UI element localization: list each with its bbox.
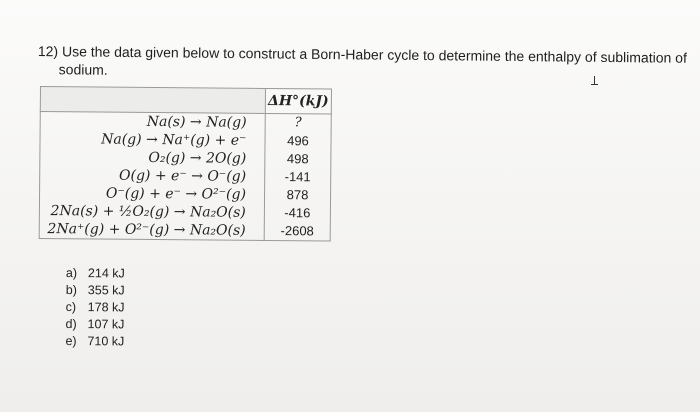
choice-text: 710 kJ <box>87 334 125 349</box>
reaction-7: 2Na⁺(g) + O²⁻(g) → Na₂O(s) <box>47 221 246 239</box>
enthalpy-6: -416 <box>284 205 311 221</box>
reaction-3: O₂(g) → 2O(g) <box>148 149 247 167</box>
reaction-5: O⁻(g) + e⁻ → O²⁻(g) <box>105 185 247 203</box>
enthalpy-5: 878 <box>286 187 309 203</box>
choice-d <box>66 316 125 333</box>
reaction-6: 2Na(s) + ½O₂(g) → Na₂O(s) <box>50 203 246 221</box>
table-header-blank <box>40 87 265 114</box>
enthalpy-3: 498 <box>286 151 309 167</box>
choice-letter: a) <box>65 265 78 281</box>
answer-choices <box>65 265 124 350</box>
choice-e <box>65 333 124 350</box>
choice-b <box>66 282 125 299</box>
choice-letter: c) <box>65 299 77 315</box>
thermo-data-table <box>39 86 332 242</box>
table-header-enthalpy: ΔH°(kJ) <box>265 88 331 114</box>
question-line-1: 12) Use the data given below to construct a Born-Haber cycle to determine the enthalpy of sublimation of <box>37 42 687 66</box>
question-line-2: sodium. <box>58 61 108 78</box>
reactions-column <box>39 112 265 241</box>
choice-letter: b) <box>65 282 77 298</box>
enthalpy-1: ? <box>294 115 302 131</box>
choice-text: 214 kJ <box>87 266 125 281</box>
reaction-2: Na(g) → Na⁺(g) + e⁻ <box>101 131 247 149</box>
text-cursor-icon <box>594 76 595 85</box>
choice-text: 355 kJ <box>87 283 125 298</box>
enthalpy-column <box>264 113 331 241</box>
reaction-4: O(g) + e⁻ → O⁻(g) <box>118 167 247 185</box>
choice-c <box>66 299 125 316</box>
enthalpy-7: -2608 <box>280 223 314 239</box>
choice-text: 178 kJ <box>87 300 125 315</box>
reaction-1: Na(s) → Na(g) <box>146 113 247 131</box>
choice-letter: e) <box>65 333 77 349</box>
enthalpy-4: -141 <box>284 169 311 185</box>
choice-text: 107 kJ <box>87 317 125 332</box>
choice-a <box>66 265 125 282</box>
question-text <box>38 42 688 85</box>
enthalpy-2: 496 <box>287 133 309 149</box>
choice-letter: d) <box>65 316 77 332</box>
